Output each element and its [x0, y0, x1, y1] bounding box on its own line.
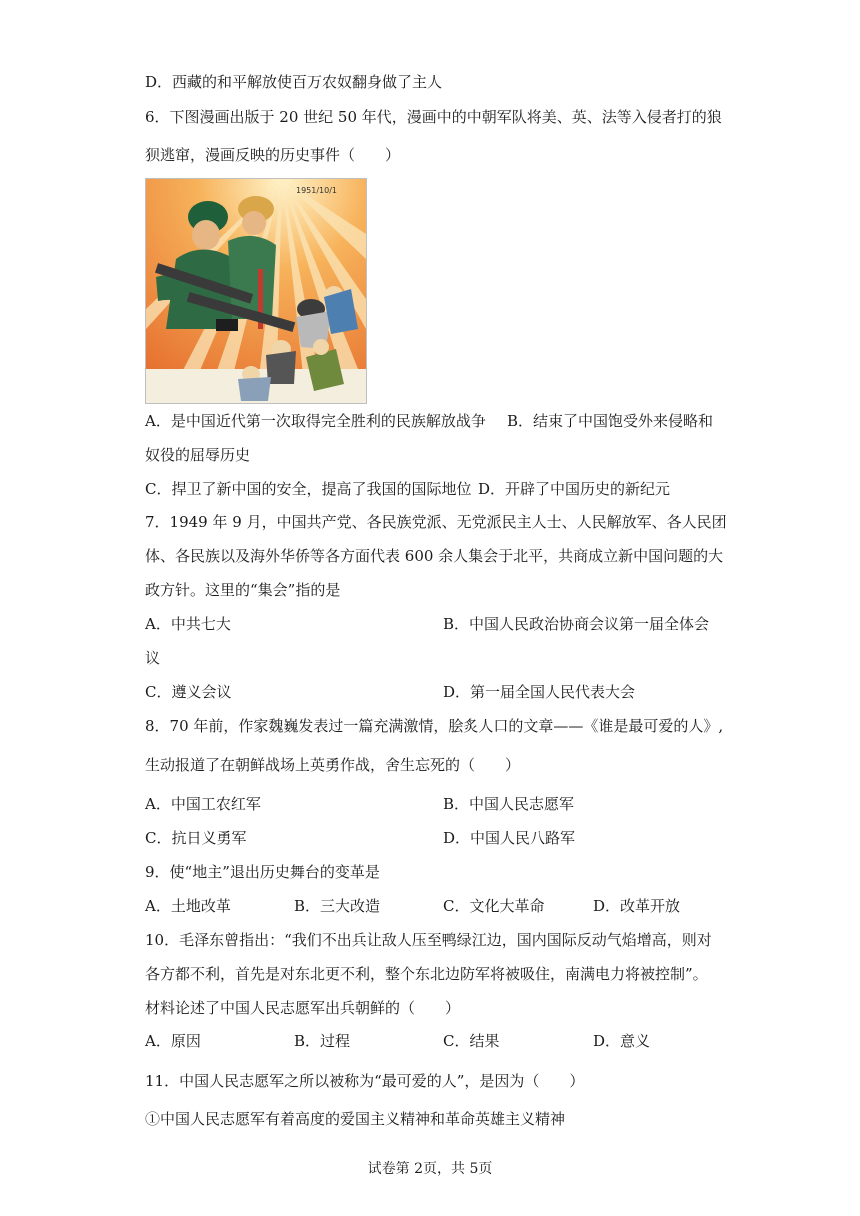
q7-option-d: D．第一届全国人民代表大会 — [443, 683, 636, 701]
q8-option-b: B．中国人民志愿军 — [443, 795, 575, 813]
q6-option-a: A．是中国近代第一次取得完全胜利的民族解放战争 — [145, 412, 486, 430]
q6-option-d: D．开辟了中国历史的新纪元 — [478, 480, 671, 498]
q11-item-1: ①中国人民志愿军有着高度的爱国主义精神和革命英雄主义精神 — [145, 1110, 566, 1128]
q10-stem-line1: 10．毛泽东曾指出：“我们不出兵让敌人压至鸭绿江边，国内国际反动气焰增高，则对 — [145, 931, 712, 949]
q6-stem-line2: 狈逃窜，漫画反映的历史事件（ ） — [145, 146, 401, 164]
q9-option-c: C．文化大革命 — [443, 897, 545, 915]
q6-option-c: C．捍卫了新中国的安全，提高了我国的国际地位 — [145, 480, 472, 498]
q6-cartoon-image — [145, 178, 367, 404]
q7-option-b-line1: B．中国人民政治协商会议第一届全体会 — [443, 615, 710, 633]
q5-option-d: D．西藏的和平解放使百万农奴翻身做了主人 — [145, 73, 443, 91]
q9-option-a: A．土地改革 — [145, 897, 231, 915]
q9-option-d: D．改革开放 — [593, 897, 681, 915]
q6-stem-line1: 6．下图漫画出版于 20 世纪 50 年代，漫画中的中朝军队将美、英、法等入侵者打的狼 — [145, 108, 722, 126]
q8-option-c: C．抗日义勇军 — [145, 829, 247, 847]
q7-option-b-line2: 议 — [145, 649, 161, 667]
q8-option-a: A．中国工农红军 — [145, 795, 261, 813]
q10-option-d: D．意义 — [593, 1032, 651, 1050]
q10-stem-line2: 各方都不利，首先是对东北更不利，整个东北边防军将被吸住，南满电力将被控制”。 — [145, 965, 708, 983]
q9-stem: 9．使“地主”退出历史舞台的变革是 — [145, 863, 380, 881]
q8-stem-line1: 8．70 年前，作家魏巍发表过一篇充满激情，脍炙人口的文章——《谁是最可爱的人》, — [145, 717, 724, 735]
page-footer: 试卷第 2页，共 5页 — [367, 1161, 493, 1177]
q11-stem: 11．中国人民志愿军之所以被称为“最可爱的人”，是因为（ ） — [145, 1072, 585, 1090]
q7-stem-line1: 7．1949 年 9 月，中国共产党、各民族党派、无党派民主人士、人民解放军、各人民团 — [145, 513, 727, 531]
q10-option-c: C．结果 — [443, 1032, 500, 1050]
q10-option-a: A．原因 — [145, 1032, 201, 1050]
q7-option-c: C．遵义会议 — [145, 683, 232, 701]
q8-stem-line2: 生动报道了在朝鲜战场上英勇作战，舍生忘死的（ ） — [145, 756, 521, 774]
q6-option-b-line2: 奴役的屈辱历史 — [145, 446, 251, 464]
cartoon-date-label: 1951/10/1 — [296, 186, 338, 195]
q7-stem-line2: 体、各民族以及海外华侨等各方面代表 600 余人集会于北平，共商成立新中国问题的大 — [145, 547, 724, 565]
q8-option-d: D．中国人民八路军 — [443, 829, 576, 847]
q7-stem-line3: 政方针。这里的“集会”指的是 — [145, 581, 341, 599]
q9-option-b: B．三大改造 — [294, 897, 381, 915]
q10-option-b: B．过程 — [294, 1032, 351, 1050]
q7-option-a: A．中共七大 — [145, 615, 231, 633]
q10-stem-line3: 材料论述了中国人民志愿军出兵朝鲜的（ ） — [145, 999, 461, 1017]
q6-option-b-line1: B．结束了中国饱受外来侵略和 — [507, 412, 714, 430]
